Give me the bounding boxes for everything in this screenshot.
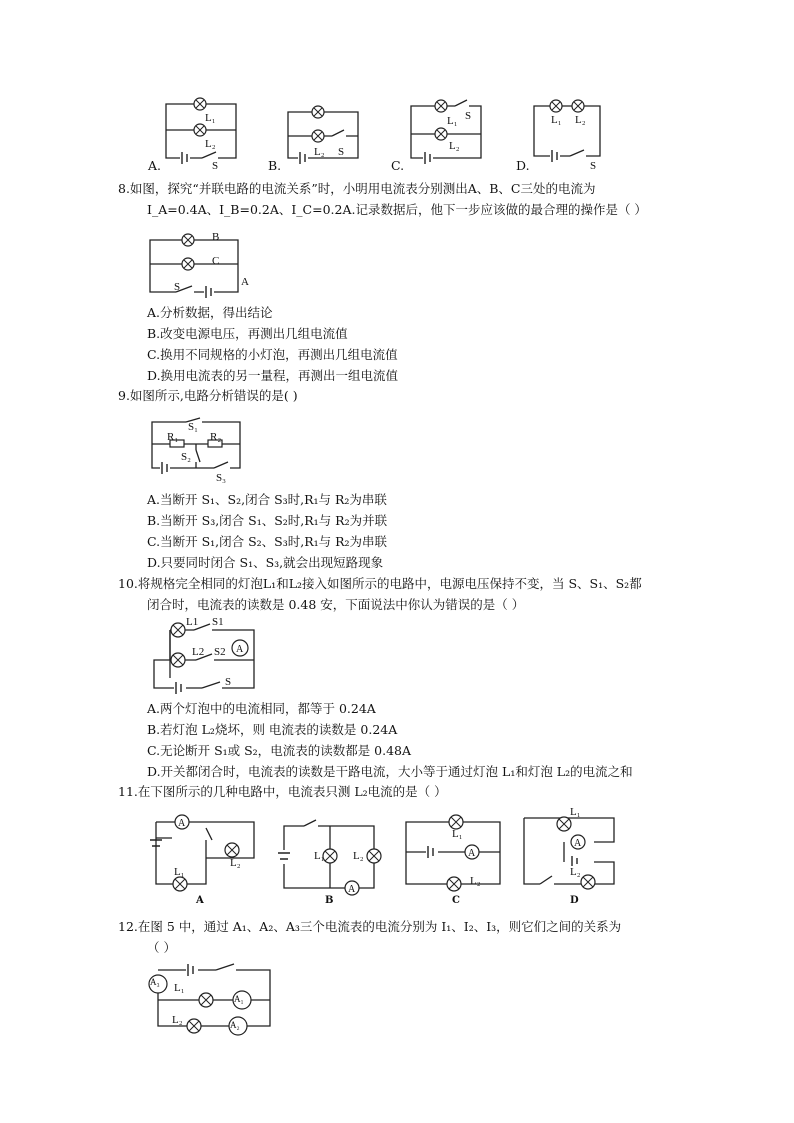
q12-label-a1: A₁ — [234, 994, 244, 1004]
q10-label-s2: S2 — [214, 646, 226, 658]
q8-label-a: A — [241, 276, 249, 288]
q9-label-r1: R₁ — [167, 431, 179, 443]
q8-label-c: C — [212, 255, 220, 267]
svg-text:A: A — [236, 644, 244, 655]
q11-circuit-d — [520, 810, 620, 892]
q7-a-l2: L₂ — [205, 138, 216, 150]
q8-option-c: C.换用不同规格的小灯泡，再测出几组电流值 — [147, 347, 398, 362]
q12-label-l2: L₂ — [172, 1014, 183, 1026]
q10-option-d: D.开关都闭合时，电流表的读数是干路电流，大小等于通过灯泡 L₁和灯泡 L₂的电流之和 — [147, 764, 633, 779]
q11-d-l1: L₁ — [570, 806, 581, 818]
q10-stem-line1: 10.将规格完全相同的灯泡L₁和L₂接入如图所示的电路中，电源电压保持不变，当 S、S₁、S₂都 — [118, 576, 642, 591]
q7-option-d: D. — [516, 158, 530, 173]
q8-label-b: B — [212, 231, 220, 243]
q12-circuit — [146, 960, 276, 1032]
q10-label-l1: L1 — [186, 616, 199, 628]
q9-label-r2: R₂ — [210, 431, 222, 443]
q11-option-c: C — [452, 895, 460, 906]
q7-option-c: C. — [391, 158, 405, 173]
q7-a-s: S — [212, 160, 219, 172]
q7-b-l2: L₂ — [314, 146, 325, 158]
q10-label-s: S — [225, 676, 232, 688]
q11-c-l2: L₂ — [470, 875, 481, 887]
q7-d-s: S — [590, 160, 597, 172]
q12-stem-line1: 12.在图 5 中，通过 A₁、A₂、A₃三个电流表的电流分别为 I₁、I₂、I₃，则它们之间的关系为 — [118, 919, 622, 934]
svg-text:A: A — [348, 884, 356, 895]
q11-d-l2: L₂ — [570, 866, 581, 878]
q11-a-l1: L₁ — [174, 866, 185, 878]
q12-label-a3: A₃ — [150, 977, 160, 987]
q7-d-l1: L₁ — [551, 114, 562, 126]
q9-option-b: B.当断开 S₃,闭合 S₁、S₂时,R₁与 R₂为并联 — [147, 513, 388, 528]
q11-a-l2: L₂ — [230, 857, 241, 869]
q11-b-l1: L₁ — [314, 850, 325, 862]
q10-label-l2: L2 — [192, 646, 205, 658]
q10-option-b: B.若灯泡 L₂烧坏，则 电流表的读数是 0.24A — [147, 722, 398, 737]
q9-label-s2: S₂ — [181, 451, 191, 463]
q10-circuit — [150, 620, 265, 696]
q9-label-s1: S₁ — [188, 421, 198, 433]
q10-stem-line2: 闭合时，电流表的读数是 0.48 安，下面说法中你认为错误的是（ ） — [147, 597, 525, 612]
q10-label-s1: S1 — [212, 616, 224, 628]
q8-stem-line1: 8.如图，探究“并联电路的电流关系”时，小明用电流表分别测出A、B、C三处的电流为 — [118, 181, 596, 196]
svg-text:A: A — [178, 818, 186, 829]
q8-option-a: A.分析数据，得出结论 — [147, 305, 273, 320]
q7-circuit-d — [528, 98, 608, 164]
q10-option-a: A.两个灯泡中的电流相同，都等于 0.24A — [147, 701, 376, 716]
q7-option-a: A. — [148, 158, 162, 173]
q9-stem: 9.如图所示,电路分析错误的是( ) — [118, 388, 298, 403]
q7-b-s: S — [338, 146, 345, 158]
svg-text:A: A — [574, 838, 582, 849]
q8-stem-line2: I_A=0.4A、I_B=0.2A、I_C=0.2A.记录数据后，他下一步应该做的最合理的操作是（ ） — [147, 202, 647, 217]
q8-option-b: B.改变电源电压，再测出几组电流值 — [147, 326, 348, 341]
q7-a-l1: L₁ — [205, 112, 216, 124]
q12-label-l1: L₁ — [174, 982, 185, 994]
q12-label-a2: A₂ — [230, 1020, 240, 1030]
q11-b-l2: L₂ — [353, 850, 364, 862]
q7-c-l1: L₁ — [447, 115, 458, 127]
q8-label-s: S — [174, 281, 181, 293]
q7-circuit-a — [160, 96, 240, 166]
q10-option-c: C.无论断开 S₁或 S₂，电流表的读数都是 0.48A — [147, 743, 412, 758]
q11-option-d: D — [570, 895, 579, 906]
svg-text:A: A — [468, 848, 476, 859]
q9-label-s3: S₃ — [216, 472, 226, 484]
q11-circuit-b — [274, 820, 384, 895]
q7-c-l2: L₂ — [449, 140, 460, 152]
q11-circuit-a — [148, 810, 258, 888]
q9-option-d: D.只要同时闭合 S₁、S₃,就会出现短路现象 — [147, 555, 384, 570]
q8-option-d: D.换用电流表的另一量程，再测出一组电流值 — [147, 368, 399, 383]
q7-d-l2: L₂ — [575, 114, 586, 126]
q7-circuit-c — [405, 98, 485, 166]
q11-stem: 11.在下图所示的几种电路中，电流表只测 L₂电流的是（ ） — [118, 784, 447, 799]
q7-option-b: B. — [268, 158, 282, 173]
q7-c-s: S — [465, 110, 472, 122]
q8-circuit — [148, 234, 248, 304]
q9-option-c: C.当断开 S₁,闭合 S₂、S₃时,R₁与 R₂为串联 — [147, 534, 388, 549]
q9-option-a: A.当断开 S₁、S₂,闭合 S₃时,R₁与 R₂为串联 — [147, 492, 387, 507]
q11-c-l1: L₁ — [452, 828, 463, 840]
q12-stem-line2: （ ） — [147, 940, 176, 955]
q11-option-b: B — [325, 895, 334, 906]
q11-option-a: A — [196, 895, 204, 906]
